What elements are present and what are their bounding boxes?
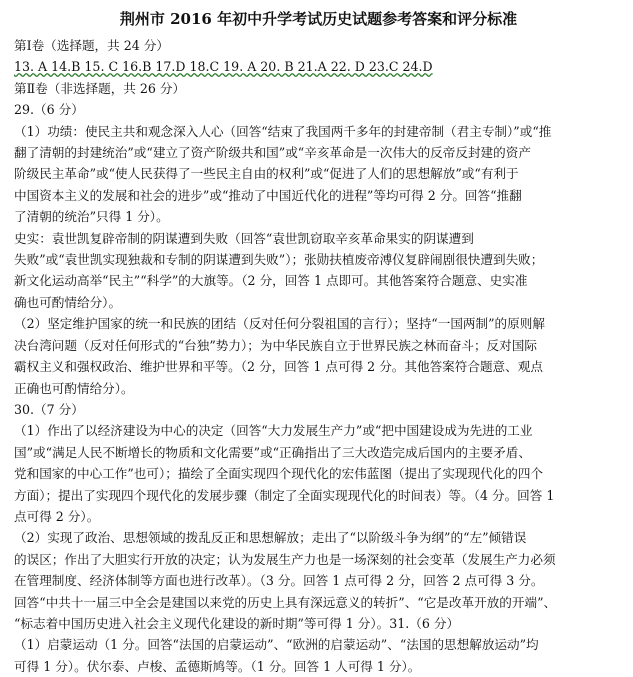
section2-heading: 第Ⅱ卷（非选择题，共 26 分） bbox=[14, 80, 186, 96]
text-line: （1）功绩：使民主共和观念深入人心（回答“结束了我国两千多年的封建帝制（君主专制）”或“推 bbox=[14, 123, 552, 139]
text-line: 点可得 2 分）。 bbox=[14, 508, 100, 524]
text-line: 国”或“满足人民不断增长的物质和文化需要”或“正确指出了三大改造完成后国内的主要矛盾、 bbox=[14, 444, 531, 460]
text-line: （2）实现了政治、思想领域的拨乱反正和思想解放；走出了“以阶级斗争为纲”的“左”倾错误 bbox=[14, 530, 527, 546]
text-line: 在管理制度、经济体制等方面也进行改革）。（3 分。回答 1 点可得 2 分，回答 2 点可得 3 分。 bbox=[14, 573, 544, 589]
text-line: 方面）；提出了实现四个现代化的发展步骤（制定了全面实现现代化的时间表）等。（4 分。回答 1 bbox=[14, 487, 555, 503]
text-line: 的误区；作出了大胆实行开放的决定；认为发展生产力也是一场深刻的社会变革（发展生产力必须 bbox=[14, 551, 556, 567]
text-line: 可得 1 分）。伏尔泰、卢梭、孟德斯鸠等。（1 分。回答 1 人可得 1 分）。 bbox=[14, 658, 421, 674]
text-line: 党和国家的中心工作”也可）；描绘了全面实现四个现代化的宏伟蓝图（提出了实现现代化的四个 bbox=[14, 466, 544, 482]
text-line: 确也可酌情给分）。 bbox=[14, 294, 122, 310]
q30-body bbox=[14, 420, 623, 677]
text-line: 翻了清朝的封建统治”或“建立了资产阶级共和国”或“辛亥革命是一次伟大的反帝反封建的资产 bbox=[14, 145, 531, 161]
document-title: 荆州市 2016 年初中升学考试历史试题参考答案和评分标准 bbox=[119, 10, 518, 28]
text-line: （1）启蒙运动（1 分。回答“法国的启蒙运动”、“欧洲的启蒙运动”、“法国的思想解放运动”均 bbox=[14, 637, 539, 653]
text-line: 了清朝的统治”只得 1 分）。 bbox=[14, 209, 169, 225]
text-line: （1）作出了以经济建设为中心的决定（回答“大力发展生产力”或“把中国建设成为先进的工业 bbox=[14, 423, 533, 439]
section1-heading: 第Ⅰ卷（选择题，共 24 分） bbox=[14, 38, 169, 53]
text-line: 失败”或“袁世凯实现独裁和专制的阴谋遭到失败”）；张勋扶植废帝溥仪复辟闹剧很快遭到失败； bbox=[14, 252, 544, 268]
text-line: 中国资本主义的发展和社会的进步”或“推动了中国近代化的进程”等均可得 2 分。回答“推翻 bbox=[14, 187, 522, 203]
q29-body bbox=[14, 121, 623, 399]
q30-label: 30.（7 分） bbox=[14, 401, 84, 417]
text-line: （2）坚定维护国家的统一和民族的团结（反对任何分裂祖国的言行）；坚持“一国两制”的原则解 bbox=[14, 316, 545, 332]
text-line: 正确也可酌情给分）。 bbox=[14, 380, 134, 396]
q29-label: 29.（6 分） bbox=[14, 102, 84, 118]
text-line: 史实：袁世凯复辟帝制的阴谋遭到失败（回答“袁世凯窃取辛亥革命果实的阴谋遭到 bbox=[14, 230, 474, 246]
text-line: 回答“中共十一届三中全会是建国以来党的历史上具有深远意义的转折”、“它是改革开放的开端”、 bbox=[14, 594, 557, 610]
text-line: 决台湾问题（反对任何形式的“台独”势力）；为中华民族自立于世界民族之林而奋斗；反对国际 bbox=[14, 337, 537, 353]
multiple-choice-answers: 13. A 14.B 15. C 16.B 17.D 18.C 19. A 20. B 21.A 22. D 23.C 24.D bbox=[14, 59, 433, 75]
text-line: 霸权主义和强权政治、维护世界和平等。（2 分，回答 1 点可得 2 分。其他答案符合题意、观点 bbox=[14, 359, 543, 375]
text-line: “标志着中国历史进入社会主义现代化建设的新时期”等可得 1 分）。31.（6 分） bbox=[14, 615, 460, 631]
text-line: 新文化运动高举“民主”“科学”的大旗等。（2 分，回答 1 点即可。其他答案符合题意、史实准 bbox=[14, 273, 528, 289]
text-line: 阶级民主革命”或“使人民获得了一些民主自由的权利”或“促进了人们的思想解放”或“有利于 bbox=[14, 166, 519, 182]
